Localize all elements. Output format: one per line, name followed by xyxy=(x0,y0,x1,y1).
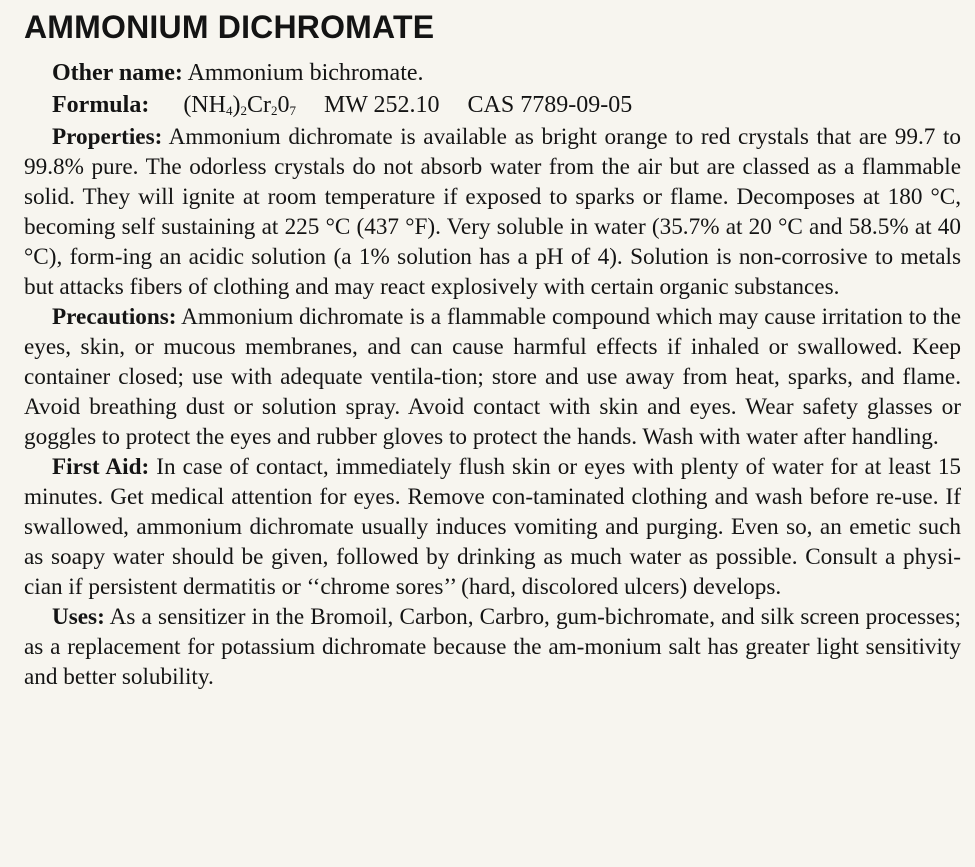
uses-label: Uses: xyxy=(52,604,105,630)
uses-paragraph xyxy=(24,602,961,692)
other-name-line xyxy=(24,58,961,88)
formula-line xyxy=(24,90,961,120)
precautions-text: Ammonium dichromate is a flammable compound which may cause irritation to the eyes, skin, or mucous membranes, and can cause harmful effects if inhaled or swallowed. Keep container closed; use with adequate ventila-tion; store and use away from heat, sparks, and flame. Avoid breathing dust or solution spray. Avoid contact with skin and eyes. Wear safety glasses or goggles to protect the eyes and rubber gloves to protect the hands. Wash with water after handling. xyxy=(24,304,961,450)
properties-label: Properties: xyxy=(52,124,163,150)
formula-subscript: 2 xyxy=(270,103,278,118)
formula-subscript: 7 xyxy=(289,103,296,118)
properties-text: Ammonium dichromate is available as bright orange to red crystals that are 99.7 to 99.8% pure. The odorless crystals do not absorb water from the air but are classed as a flammable solid. They will ignite at room temperature if exposed to sparks or flame. Decomposes at 180 °C, becoming self sustaining at 225 °C (437 °F). Very soluble in water (35.7% at 20 °C and 58.5% at 40 °C), form-ing an acidic solution (a 1% solution has a pH of 4). Solution is non-corrosive to metals but attacks fibers of clothing and may react explosively with certain organic substances. xyxy=(24,124,961,300)
formula-part: 0 xyxy=(277,92,290,118)
other-name-value: Ammonium bichromate. xyxy=(187,60,424,86)
formula-part: (NH xyxy=(183,92,226,118)
properties-paragraph xyxy=(24,122,961,302)
page-title: AMMONIUM DICHROMATE xyxy=(24,9,435,45)
first-aid-paragraph xyxy=(24,452,961,602)
formula-subscript: 2 xyxy=(240,103,247,118)
uses-text: As a sensitizer in the Bromoil, Carbon, Carbro, gum-bichromate, and silk screen processes; as a replacement for potassium dichromate because the am-monium salt has greater light sensitivity and better solubility. xyxy=(24,604,961,690)
precautions-paragraph xyxy=(24,302,961,452)
first-aid-text: In case of contact, immediately flush skin or eyes with plenty of water for at least 15 minutes. Get medical attention for eyes. Remove con-taminated clothing and wash before re-use. If swallowed, ammonium dichromate usually induces vomiting and purging. Even so, an emetic such as soapy water should be given, followed by drinking as much water as possible. Consult a physi-cian if persistent dermatitis or ‘‘chrome sores’’ (hard, discolored ulcers) develops. xyxy=(24,454,962,600)
formula-part: Cr xyxy=(246,92,271,118)
molecular-weight: MW 252.10 xyxy=(323,92,440,118)
cas-number: CAS 7789-09-05 xyxy=(467,92,633,118)
first-aid-label: First Aid: xyxy=(52,454,150,480)
other-name-label: Other name: xyxy=(52,60,183,86)
formula-subscript: 4 xyxy=(225,103,233,118)
formula-group xyxy=(52,92,296,118)
chemical-formula xyxy=(183,92,296,118)
formula-part: ) xyxy=(232,92,241,118)
formula-label: Formula: xyxy=(52,92,150,118)
precautions-label: Precautions: xyxy=(52,304,177,330)
